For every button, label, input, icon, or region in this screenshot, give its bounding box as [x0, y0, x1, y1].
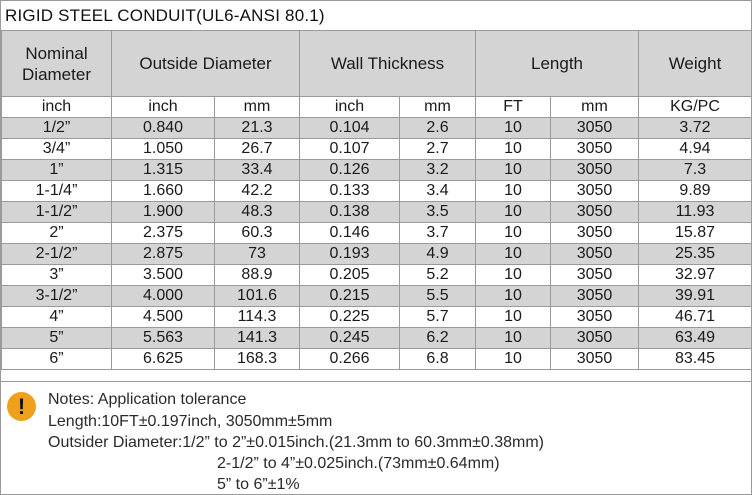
wall-inch-cell: 0.205 — [300, 265, 400, 286]
note-length-tolerance: Length:10FT±0.197inch, 3050mm±5mm — [48, 413, 333, 430]
length-ft-cell: 10 — [476, 349, 551, 370]
length-ft-cell: 10 — [476, 244, 551, 265]
length-ft-cell: 10 — [476, 139, 551, 160]
od-mm-cell: 88.9 — [215, 265, 300, 286]
length-mm-cell: 3050 — [551, 328, 639, 349]
weight-cell: 11.93 — [639, 202, 752, 223]
wall-inch-cell: 0.193 — [300, 244, 400, 265]
od-inch-cell: 6.625 — [112, 349, 215, 370]
note-diameter-tolerance: Outsider Diameter:1/2” to 2”±0.015inch.(21.3mm to 60.3mm±0.38mm) — [48, 434, 544, 451]
table-row — [2, 223, 752, 244]
od-mm-cell: 60.3 — [215, 223, 300, 244]
units-row — [2, 97, 752, 118]
nominal-diameter-cell: 1-1/2” — [2, 202, 112, 223]
wall-mm-cell: 4.9 — [400, 244, 476, 265]
wall-inch-cell: 0.107 — [300, 139, 400, 160]
wall-mm-cell: 5.2 — [400, 265, 476, 286]
weight-cell: 63.49 — [639, 328, 752, 349]
weight-cell: 25.35 — [639, 244, 752, 265]
unit-cell: mm — [400, 97, 476, 118]
wall-inch-cell: 0.266 — [300, 349, 400, 370]
od-mm-cell: 42.2 — [215, 181, 300, 202]
table-row — [2, 328, 752, 349]
length-ft-cell: 10 — [476, 223, 551, 244]
od-inch-cell: 0.840 — [112, 118, 215, 139]
nominal-diameter-cell: 1” — [2, 160, 112, 181]
length-mm-cell: 3050 — [551, 118, 639, 139]
wall-mm-cell: 5.7 — [400, 307, 476, 328]
length-mm-cell: 3050 — [551, 202, 639, 223]
wall-mm-cell: 2.7 — [400, 139, 476, 160]
od-mm-cell: 48.3 — [215, 202, 300, 223]
table-row — [2, 160, 752, 181]
length-mm-cell: 3050 — [551, 286, 639, 307]
wall-inch-cell: 0.138 — [300, 202, 400, 223]
od-inch-cell: 4.500 — [112, 307, 215, 328]
wall-mm-cell: 3.4 — [400, 181, 476, 202]
od-mm-cell: 141.3 — [215, 328, 300, 349]
nominal-diameter-cell: 1/2” — [2, 118, 112, 139]
nominal-diameter-cell: 3-1/2” — [2, 286, 112, 307]
wall-mm-cell: 6.2 — [400, 328, 476, 349]
unit-cell: mm — [551, 97, 639, 118]
table-row — [2, 139, 752, 160]
od-mm-cell: 73 — [215, 244, 300, 265]
wall-inch-cell: 0.133 — [300, 181, 400, 202]
od-mm-cell: 114.3 — [215, 307, 300, 328]
header-nominal-line1: Nominal — [25, 43, 88, 63]
wall-inch-cell: 0.215 — [300, 286, 400, 307]
length-mm-cell: 3050 — [551, 139, 639, 160]
wall-mm-cell: 3.7 — [400, 223, 476, 244]
weight-cell: 9.89 — [639, 181, 752, 202]
header-nominal-diameter — [2, 31, 112, 97]
nominal-diameter-cell: 4” — [2, 307, 112, 328]
notes-panel — [1, 381, 751, 494]
wall-mm-cell: 3.5 — [400, 202, 476, 223]
table-row — [2, 181, 752, 202]
unit-cell: FT — [476, 97, 551, 118]
od-inch-cell: 1.050 — [112, 139, 215, 160]
od-inch-cell: 1.660 — [112, 181, 215, 202]
unit-cell: mm — [215, 97, 300, 118]
od-mm-cell: 26.7 — [215, 139, 300, 160]
od-mm-cell: 101.6 — [215, 286, 300, 307]
od-mm-cell: 21.3 — [215, 118, 300, 139]
wall-inch-cell: 0.146 — [300, 223, 400, 244]
od-inch-cell: 1.900 — [112, 202, 215, 223]
weight-cell: 4.94 — [639, 139, 752, 160]
header-nominal-line2: Diameter — [22, 64, 91, 84]
table-row — [2, 244, 752, 265]
warning-icon: ! — [7, 392, 36, 421]
wall-mm-cell: 5.5 — [400, 286, 476, 307]
od-mm-cell: 168.3 — [215, 349, 300, 370]
weight-cell: 15.87 — [639, 223, 752, 244]
wall-inch-cell: 0.126 — [300, 160, 400, 181]
nominal-diameter-cell: 2” — [2, 223, 112, 244]
nominal-diameter-cell: 1-1/4” — [2, 181, 112, 202]
nominal-diameter-cell: 6” — [2, 349, 112, 370]
table-row — [2, 265, 752, 286]
nominal-diameter-cell: 3/4” — [2, 139, 112, 160]
weight-cell: 3.72 — [639, 118, 752, 139]
length-ft-cell: 10 — [476, 181, 551, 202]
od-inch-cell: 3.500 — [112, 265, 215, 286]
note-diameter-tolerance-large: 5” to 6”±1% — [217, 476, 300, 493]
length-ft-cell: 10 — [476, 265, 551, 286]
od-mm-cell: 33.4 — [215, 160, 300, 181]
table-row — [2, 307, 752, 328]
nominal-diameter-cell: 2-1/2” — [2, 244, 112, 265]
length-mm-cell: 3050 — [551, 244, 639, 265]
length-ft-cell: 10 — [476, 118, 551, 139]
table-header-row — [2, 31, 752, 97]
length-mm-cell: 3050 — [551, 160, 639, 181]
unit-cell: inch — [300, 97, 400, 118]
od-inch-cell: 4.000 — [112, 286, 215, 307]
od-inch-cell: 5.563 — [112, 328, 215, 349]
wall-mm-cell: 6.8 — [400, 349, 476, 370]
od-inch-cell: 2.375 — [112, 223, 215, 244]
length-ft-cell: 10 — [476, 307, 551, 328]
table-row — [2, 202, 752, 223]
table-row — [2, 349, 752, 370]
length-mm-cell: 3050 — [551, 265, 639, 286]
header-weight: Weight — [639, 31, 752, 97]
header-wall-thickness: Wall Thickness — [300, 31, 476, 97]
notes-heading: Notes: Application tolerance — [48, 391, 247, 408]
length-ft-cell: 10 — [476, 202, 551, 223]
length-ft-cell: 10 — [476, 328, 551, 349]
length-mm-cell: 3050 — [551, 307, 639, 328]
wall-mm-cell: 2.6 — [400, 118, 476, 139]
weight-cell: 46.71 — [639, 307, 752, 328]
weight-cell: 39.91 — [639, 286, 752, 307]
length-ft-cell: 10 — [476, 160, 551, 181]
wall-inch-cell: 0.104 — [300, 118, 400, 139]
sheet-title: RIGID STEEL CONDUIT(UL6-ANSI 80.1) — [1, 1, 751, 31]
length-mm-cell: 3050 — [551, 181, 639, 202]
length-mm-cell: 3050 — [551, 349, 639, 370]
unit-cell: inch — [112, 97, 215, 118]
length-mm-cell: 3050 — [551, 223, 639, 244]
weight-cell: 32.97 — [639, 265, 752, 286]
wall-mm-cell: 3.2 — [400, 160, 476, 181]
header-outside-diameter: Outside Diameter — [112, 31, 300, 97]
wall-inch-cell: 0.245 — [300, 328, 400, 349]
nominal-diameter-cell: 5” — [2, 328, 112, 349]
table-body — [2, 118, 752, 370]
note-diameter-tolerance-mid: 2-1/2” to 4”±0.025inch.(73mm±0.64mm) — [217, 455, 500, 472]
weight-cell: 83.45 — [639, 349, 752, 370]
wall-inch-cell: 0.225 — [300, 307, 400, 328]
conduit-spec-table — [1, 31, 752, 370]
nominal-diameter-cell: 3” — [2, 265, 112, 286]
unit-cell: KG/PC — [639, 97, 752, 118]
header-length: Length — [476, 31, 639, 97]
weight-cell: 7.3 — [639, 160, 752, 181]
od-inch-cell: 1.315 — [112, 160, 215, 181]
od-inch-cell: 2.875 — [112, 244, 215, 265]
unit-cell: inch — [2, 97, 112, 118]
table-row — [2, 286, 752, 307]
length-ft-cell: 10 — [476, 286, 551, 307]
table-row — [2, 118, 752, 139]
